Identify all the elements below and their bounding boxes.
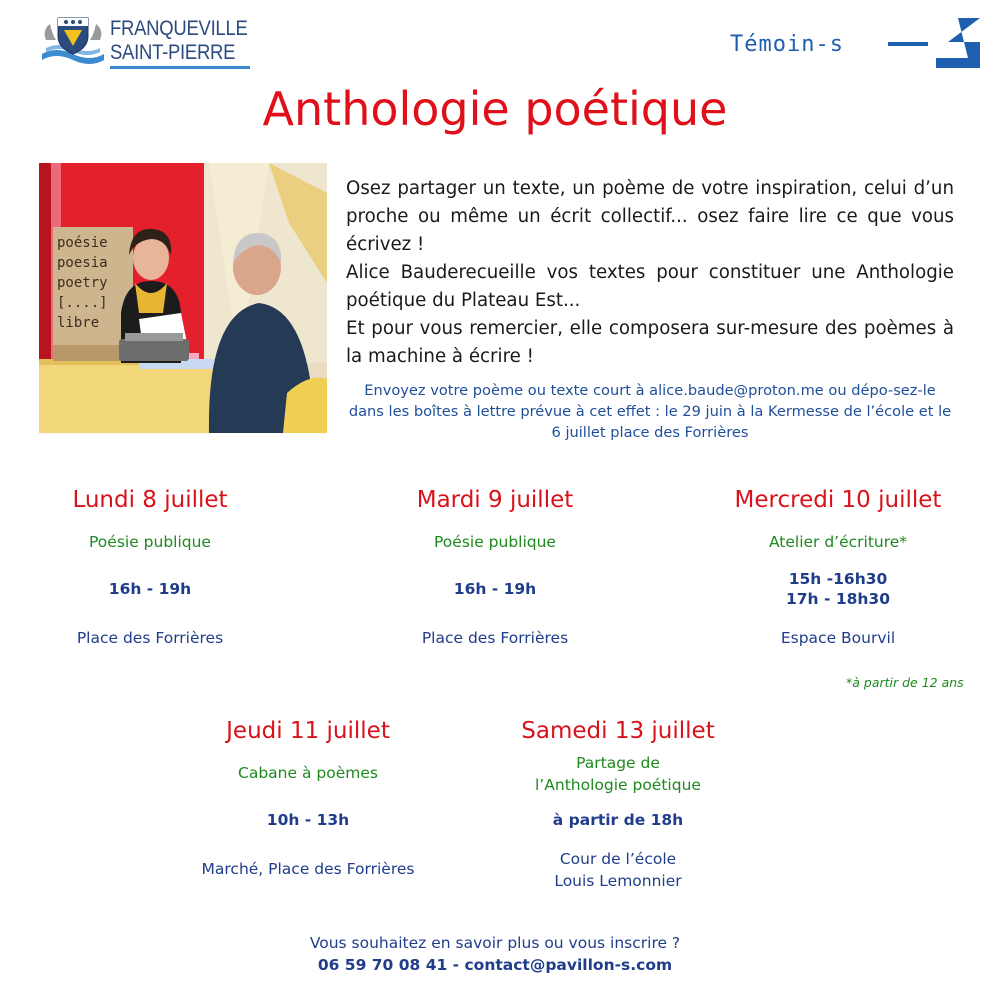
footer (0, 932, 990, 976)
submission-text: Envoyez votre poème ou texte court à alice.baude@proton.me ou dépo-sez-le dans les boîtes à lettre prévue à cet effet : le 29 juin à la Kermesse de l’école et le 6 juillet place des Forrières (348, 382, 952, 441)
event-day: Lundi 8 juillet (72, 487, 228, 513)
event-hours: 10h - 13h (266, 811, 350, 829)
event-place: Cour de l’école Louis Lemonnier (554, 850, 682, 890)
temoins-logo-text: Témoin-s (730, 32, 844, 57)
event-saturday (493, 718, 743, 892)
sign-line: [....] (57, 295, 108, 311)
age-note: *à partir de 12 ans (846, 675, 964, 690)
event-hours: à partir de 18h (552, 811, 684, 829)
intro-text (346, 175, 954, 371)
event-monday (25, 487, 275, 649)
event-thursday (183, 718, 433, 880)
sign-line: libre (57, 315, 100, 331)
event-activity: Partage de l’Anthologie poétique (535, 754, 701, 794)
event-activity: Atelier d’écriture* (768, 533, 908, 551)
event-photo (39, 163, 327, 433)
event-hours: 16h - 19h (108, 580, 192, 598)
event-activity: Poésie publique (434, 533, 556, 551)
footer-contact: 06 59 70 08 41 - contact@pavillon-s.com (317, 956, 673, 974)
sign-line: poesia (57, 255, 108, 271)
submission-info (346, 380, 954, 443)
event-activity: Poésie publique (89, 533, 211, 551)
logo-town-subname: SAINT-PIERRE (110, 41, 236, 64)
intro-paragraph: Alice Bauderecueille vos textes pour constituer une Anthologie poétique du Plateau Est... (346, 262, 954, 311)
event-place: Place des Forrières (76, 629, 224, 647)
sign-line: poésie (57, 235, 108, 251)
page-title: Anthologie poétique (262, 82, 728, 136)
intro-paragraph: Et pour vous remercier, elle composera sur-mesure des poèmes à la machine à écrire ! (346, 318, 954, 367)
event-place: Place des Forrières (421, 629, 569, 647)
event-tuesday (370, 487, 620, 649)
coat-of-arms-icon (40, 14, 106, 66)
logo-underline (110, 66, 250, 69)
intro-paragraph: Osez partager un texte, un poème de votre inspiration, celui d’un proche ou même un écrit collectif... osez faire lire ce que vous écrivez ! (346, 178, 954, 255)
event-day: Samedi 13 juillet (521, 718, 715, 744)
sign-line: poetry (57, 275, 108, 291)
event-place: Espace Bourvil (780, 629, 896, 647)
event-hours: 17h - 18h30 (785, 590, 890, 608)
event-hours: 16h - 19h (453, 580, 537, 598)
event-day: Mardi 9 juillet (416, 487, 574, 513)
event-day: Mercredi 10 juillet (734, 487, 942, 513)
temoins-s-icon (888, 18, 982, 70)
event-activity: Cabane à poèmes (238, 764, 378, 782)
logo-town-name: FRANQUEVILLE (110, 17, 248, 40)
event-day: Jeudi 11 juillet (226, 718, 390, 744)
event-hours: 15h -16h30 (788, 570, 888, 588)
footer-question: Vous souhaitez en savoir plus ou vous inscrire ? (309, 934, 681, 952)
event-wednesday (713, 487, 963, 649)
franqueville-logo (40, 14, 250, 70)
event-place: Marché, Place des Forrières (201, 860, 415, 878)
